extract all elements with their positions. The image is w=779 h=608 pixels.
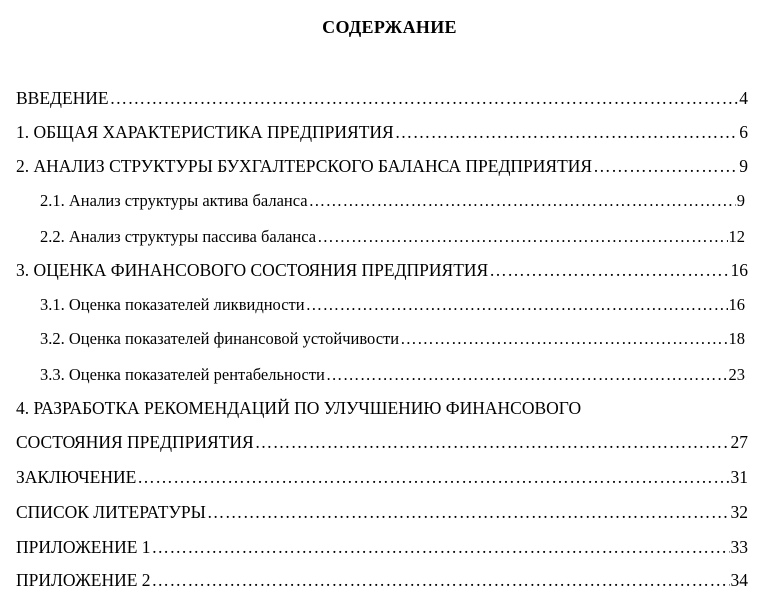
toc-entry-label: 3. ОЦЕНКА ФИНАНСОВОГО СОСТОЯНИЯ ПРЕДПРИЯТИЯ (16, 260, 489, 280)
toc-leader-dots (255, 430, 730, 454)
toc-entry-label: ВВЕДЕНИЕ (16, 88, 109, 108)
toc-entry-chapter-4-line-2 (16, 430, 748, 454)
toc-entry-section-3-1 (40, 293, 745, 317)
toc-leader-dots (309, 189, 736, 213)
page-title: СОДЕРЖАНИЕ (322, 17, 457, 37)
toc-entry-chapter-3 (16, 258, 748, 282)
toc-page-number: 34 (730, 570, 748, 590)
toc-entry-section-2-1 (40, 189, 745, 213)
toc-entry-section-3-2 (40, 327, 745, 351)
toc-entry-label: 4. РАЗРАБОТКА РЕКОМЕНДАЦИЙ ПО УЛУЧШЕНИЮ ФИНАНСОВОГО (16, 398, 582, 418)
toc-leader-dots (110, 86, 739, 110)
toc-entry-introduction (16, 86, 748, 110)
toc-leader-dots (152, 535, 730, 559)
toc-entry-bibliography (16, 500, 748, 524)
toc-entry-appendix-2 (16, 568, 748, 592)
toc-page-number: 33 (730, 537, 748, 557)
toc-entry-label: ПРИЛОЖЕНИЕ 2 (16, 570, 151, 590)
toc-page-number: 23 (728, 365, 745, 384)
toc-entry-label: СПИСОК ЛИТЕРАТУРЫ (16, 502, 206, 522)
toc-leader-dots (152, 568, 730, 592)
toc-entry-label: ПРИЛОЖЕНИЕ 1 (16, 537, 151, 557)
toc-page-number: 16 (728, 295, 745, 314)
toc-leader-dots (137, 465, 729, 489)
toc-leader-dots (400, 327, 727, 351)
toc-entry-label: 2. АНАЛИЗ СТРУКТУРЫ БУХГАЛТЕРСКОГО БАЛАНСА ПРЕДПРИЯТИЯ (16, 156, 593, 176)
toc-entry-section-2-2 (40, 225, 745, 249)
toc-page-number: 4 (739, 88, 748, 108)
toc-entry-label: 3.3. Оценка показателей рентабельности (40, 365, 325, 384)
toc-entry-section-3-3 (40, 363, 745, 387)
toc-entry-label: 2.2. Анализ структуры пассива баланса (40, 227, 317, 246)
toc-page-number: 16 (730, 260, 748, 280)
toc-page-number: 27 (730, 432, 748, 452)
toc-leader-dots (306, 293, 728, 317)
toc-entry-chapter-2 (16, 154, 748, 178)
toc-page-number: 32 (730, 502, 748, 522)
toc-entry-label: СОСТОЯНИЯ ПРЕДПРИЯТИЯ (16, 432, 254, 452)
toc-leader-dots (317, 225, 727, 249)
toc-leader-dots (207, 500, 730, 524)
toc-entry-label: 3.2. Оценка показателей финансовой устойчивости (40, 329, 400, 348)
toc-page-number: 12 (728, 227, 745, 246)
toc-entry-conclusion (16, 465, 748, 489)
toc-page-number: 9 (739, 156, 748, 176)
toc-leader-dots (395, 120, 739, 144)
toc-page-number: 9 (736, 191, 745, 210)
toc-page-number: 18 (728, 329, 745, 348)
toc-entry-appendix-1 (16, 535, 748, 559)
toc-entry-label: 1. ОБЩАЯ ХАРАКТЕРИСТИКА ПРЕДПРИЯТИЯ (16, 122, 394, 142)
toc-entry-label: ЗАКЛЮЧЕНИЕ (16, 467, 137, 487)
toc-page-number: 31 (730, 467, 748, 487)
toc-leader-dots (489, 258, 729, 282)
toc-entry-label: 2.1. Анализ структуры актива баланса (40, 191, 308, 210)
toc-leader-dots (326, 363, 728, 387)
toc-page-number: 6 (739, 122, 748, 142)
toc-entry-chapter-1 (16, 120, 748, 144)
toc-entry-label: 3.1. Оценка показателей ликвидности (40, 295, 305, 314)
toc-entry-chapter-4-line-1 (16, 396, 748, 420)
toc-leader-dots (593, 154, 738, 178)
